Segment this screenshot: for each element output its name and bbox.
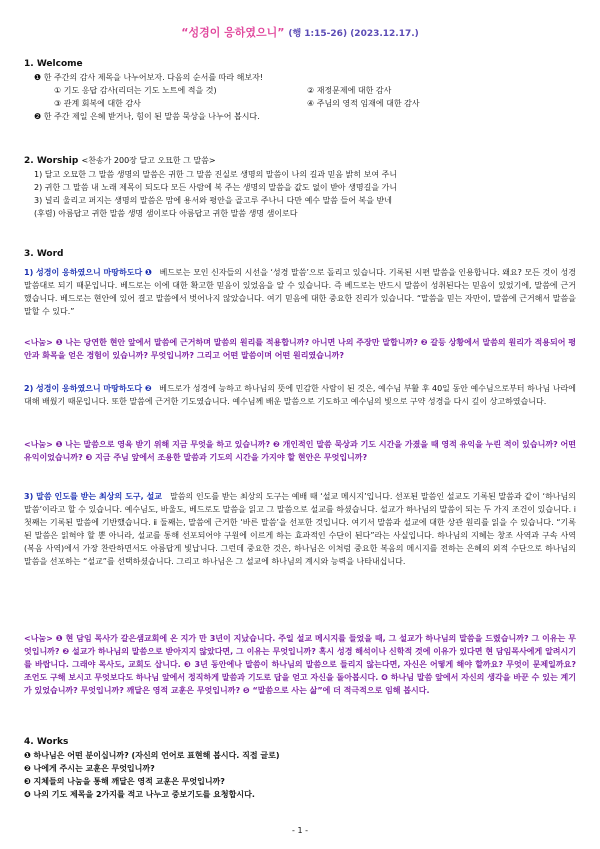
word-point-2 bbox=[24, 382, 576, 408]
page-number: - 1 - bbox=[292, 826, 308, 835]
title-reference: (행 1:15-26) (2023.12.17.) bbox=[288, 29, 419, 39]
works-item-2: ❷ 나에게 주시는 교훈은 무엇입니까? bbox=[24, 764, 155, 773]
point-2-body: 베드로가 성경에 능하고 하나님의 뜻에 민감한 사람이 된 것은, 예수님 부활 후 40일 동안 예수님으로부터 하나님 나라에 대해 배웠기 때문입니다. 또한 말씀에 근거한 기도였습니다. 예수님께 배운 말씀으로 기도하고 예수님의 빛으로 구약 성경을 다시 깊이 상고하였습니다. bbox=[24, 384, 577, 406]
point-3-body: 말씀의 인도를 받는 최상의 도구는 예배 때 ‘설교 메시지’입니다. 선포된 말씀인 설교도 기록된 말씀과 같이 ‘하나님의 말씀’이라고 할 수 있습니다. 예수님도, 바울도, 베드로도 말씀을 읽고 그 말씀으로 설교를 하셨습니다. 설교가 하나님의 말씀이 되는 두 가지 조건이 있습니다. ⅰ 첫째는 기록된 말씀에 기반했습니다. ⅱ 둘째는, 말씀에 근거한 ‘바른 말씀’을 선포한 것입니다. 여기서 말씀과 설교에 대한 상관 원리를 읽을 수 있습니다. “기록된 말씀은 읽혀야 할 뿐 아니라, 설교를 통해 선포되어야 구원에 이르게 하는 효과적인 수단이 된다”라는 사실입니다. 하나님의 지혜는 창조 사역과 구속 사역(복음 사역)에서 가장 찬란하면서도 아름답게 빛납니다. 그런데 중요한 것은, 하나님은 이처럼 중요한 복음의 메시지를 전하는 은혜의 외적 수단으로 하나님의 말씀을 선포하는 “설교”를 선택하셨습니다. 그리고 하나님은 그 설교에 하나님의 계시와 능력을 나타내십니다. bbox=[24, 492, 576, 566]
works-item-4: ❹ 나의 기도 제목을 2가지를 적고 나누고 중보기도를 요청합시다. bbox=[24, 790, 255, 799]
point-1-sharing: <나눔> ❶ 나는 당연한 현안 앞에서 말씀에 근거하며 말씀의 원리를 적용합니까? 아니면 나의 주장만 말합니까? ❷ 갈등 상황에서 말씀의 원리가 적용되어 평안과 화목을 얻은 경험이 있습니까? 무엇입니까? 그리고 어떤 말씀이며 어떤 원리였습니까? bbox=[24, 338, 576, 360]
page-title bbox=[0, 24, 600, 40]
point-2-sharing: <나눔> ❶ 나는 말씀으로 영육 받기 위해 지금 무엇을 하고 있습니까? ❷ 개인적인 말씀 묵상과 기도 시간을 가졌을 때 영적 유익을 누린 적이 있습니까? 어떤 유익이었습니까? ❸ 지금 주님 앞에서 조용한 말씀과 기도의 시간을 가지야 할 현안은 무엇입니까? bbox=[24, 440, 576, 462]
welcome-item-1: ❶ 한 주간의 감사 제목을 나누어보자. 다음의 순서를 따라 해보자! bbox=[34, 73, 264, 82]
word-point-1 bbox=[24, 266, 576, 318]
hymn-title: <찬송가 200장 달고 오묘한 그 말씀> bbox=[81, 156, 216, 165]
word-heading: 3. Word bbox=[24, 249, 64, 259]
welcome-subitem-3: ③ 관계 회복에 대한 감사 bbox=[54, 99, 141, 108]
welcome-subitem-4: ④ 주님의 영적 임재에 대한 감사 bbox=[307, 99, 420, 108]
word-point-3 bbox=[24, 490, 576, 568]
hymn-verse-1: 1) 달고 오묘한 그 말씀 생명의 말씀은 귀한 그 말씀 진실로 생명의 말씀이 나의 길과 믿음 밝히 보여 주니 bbox=[34, 170, 398, 179]
works-item-1: ❶ 하나님은 어떤 분이십니까? (자신의 언어로 표현해 봅시다. 직접 글로) bbox=[24, 751, 280, 760]
works-heading: 4. Works bbox=[24, 737, 69, 747]
word-heading-block bbox=[24, 248, 576, 261]
point-1-body: 베드로는 모인 신자들의 시선을 ‘성경 말씀’으로 돌리고 있습니다. 기록된 시편 말씀을 인용합니다. 왜요? 모든 것이 성경 말씀대로 되기 때문입니다. 베드로는 이에 대한 확고한 믿음이 있었음을 알 수 있습니다. 즉 베드로는 반드시 말씀이 성취된다는 믿음이 있었기에, 말씀에 근거했습니다. 베드로는 현안에 있어 결고 말씀에서 벗어나지 않았습니다. 여기 믿음에 대한 중요한 진리가 있습니다. “말씀을 믿는 자만이, 말씀에 근거해서 말씀을 말할 수 있다.” bbox=[24, 268, 576, 316]
point-3-sharing: <나눔> ❶ 현 담임 목사가 갈은샘교회에 온 지가 만 3년이 지났습니다. 주일 설교 메시지를 들었을 때, 그 설교가 하나님의 말씀을 드렸습니까? 그 이유는 무엇입니까? ❷ 설교가 하나님의 말씀으로 받아지지 않았다면, 그 이유는 무엇입니까? 혹시 성경 해석이나 신학적 것에 이유가 있다면 현 담임목사에게 알려시기를 바랍니다. 그래야 목사도, 교회도 삽니다. ❸ 3년 동안에나 말씀이 하나님의 말씀으로 들리지 않는다면, 자신은 어떻게 해야 할까요? 무엇이 문제일까요? 조언도 구해 보시고 무엇보다도 하나님 앞에서 정직하게 말씀과 기도로 답을 얻고 자신을 돌아봅시다. ❹ 하나님 말씀 앞에서 자신의 생각을 바꾼 수 있는 계기가 있었습니까? 무엇입니까? 깨달은 영적 교훈은 무엇입니까? ❺ “말씀으로 사는 삶”에 더 적극적으로 임해 봅시다. bbox=[24, 634, 576, 695]
welcome-heading: 1. Welcome bbox=[24, 59, 83, 69]
welcome-subitem-1: ① 기도 응답 감사(리더는 기도 노트에 적을 것) bbox=[54, 86, 217, 95]
point-1-title: 1) 성경이 응하였으니 마땅하도다 ❶ bbox=[24, 268, 152, 277]
hymn-verse-3: 3) 널리 울리고 퍼지는 생명의 말씀은 맘에 용서와 평안을 골고루 주나니 다만 예수 말씀 들어 복을 받네 bbox=[34, 196, 393, 205]
works-item-3: ❸ 지체들의 나눔을 통해 깨달은 영적 교훈은 무엇입니까? bbox=[24, 777, 225, 786]
title-main: “성경이 응하였으니” bbox=[181, 26, 285, 39]
works-section bbox=[24, 736, 576, 801]
welcome-subitems-row-1 bbox=[24, 84, 576, 97]
welcome-subitem-2: ② 재정문제에 대한 감사 bbox=[307, 86, 392, 95]
point-3-title: 3) 말씀 인도를 받는 최상의 도구, 설교 bbox=[24, 492, 163, 501]
hymn-verse-2: 2) 귀한 그 말씀 내 노래 제목이 되도다 모든 사람에 복 주는 생명의 말씀을 값도 없이 받아 생명길을 가니 bbox=[34, 183, 398, 192]
welcome-item-2: ❷ 한 주간 제일 은혜 받거나, 힘이 된 말씀 묵상을 나누어 봅시다. bbox=[34, 112, 260, 121]
worship-section bbox=[24, 154, 576, 220]
welcome-section bbox=[24, 58, 576, 123]
hymn-refrain: (후렴) 아름답고 귀한 말씀 생명 샘이로다 아름답고 귀한 말씀 생명 샘이로다 bbox=[34, 209, 298, 218]
welcome-subitems-row-2 bbox=[24, 97, 576, 110]
point-2-title: 2) 성경이 응하였으니 마땅하도다 ❷ bbox=[24, 384, 152, 393]
worship-heading: 2. Worship bbox=[24, 156, 79, 166]
